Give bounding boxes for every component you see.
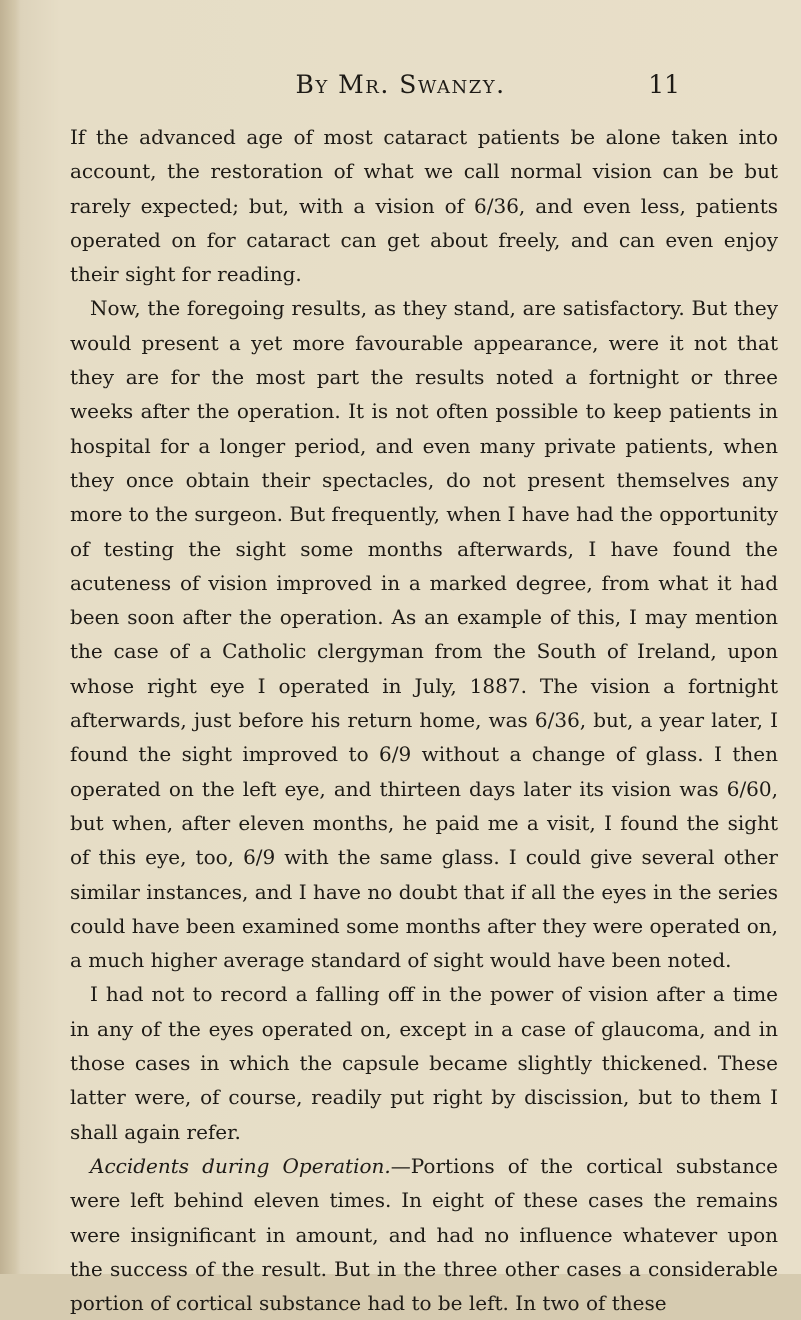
- paragraph-2: Now, the foregoing results, as they stand, are satisfactory. But they would present a yet more favourable appearance, were it not that they are for the most part the results noted a fortnight or three weeks after the operation. It is not often possible to keep patients in hospital for a longer period, and even many private patients, when they once obtain their spectacles, do not present themselves any more to the surgeon. But frequently, when I have had the opportunity of testing the sight some months afterwards, I have found the acuteness of vision improved in a marked degree, from what it had been soon after the operation. As an example of this, I may mention the case of a Catholic clergyman from the South of Ireland, upon whose right eye I operated in July, 1887. The vision a fortnight afterwards, just before his return home, was 6/36, but, a year later, I found the sight improved to 6/9 without a change of glass. I then operated on the left eye, and thirteen days later its vision was 6/60, but when, after eleven months, he paid me a visit, I found the sight of this eye, too, 6/9 with the same glass. I could give several other similar instances, and I have no doubt that if all the eyes in the series could have been examined some months after they were operated on, a much higher average standard of sight would have been noted.: [70, 296, 778, 973]
- section-heading-accidents: Accidents during Operation.: [90, 1153, 391, 1178]
- running-title: By Mr. Swanzy.: [295, 70, 506, 99]
- paragraph-1: If the advanced age of most cataract patients be alone taken into account, the restoration of what we call normal vision can be but rarely expected; but, with a vision of 6/36, and even less, patients operated on for cataract can get about freely, and can even enjoy their sight for reading.: [70, 125, 778, 287]
- paragraph-4-text: —Portions of the cortical substance were left behind eleven times. In eight of these cases the remains were insignificant in amount, and had no influence whatever upon the success of the result. But in the three other cases a considerable portion of cortical substance had to be left. In two of these: [70, 1153, 778, 1316]
- page-number: 11: [648, 70, 680, 99]
- page-header: [0, 70, 801, 106]
- body-text: [70, 120, 778, 1320]
- paragraph-4: [70, 1149, 778, 1320]
- page-spine-shadow: [0, 0, 20, 1274]
- paragraph-3: I had not to record a falling off in the power of vision after a time in any of the eyes operated on, except in a case of glaucoma, and in those cases in which the capsule became slightly thickened. These latter were, of course, readily put right by discission, but to them I shall again refer.: [70, 982, 778, 1144]
